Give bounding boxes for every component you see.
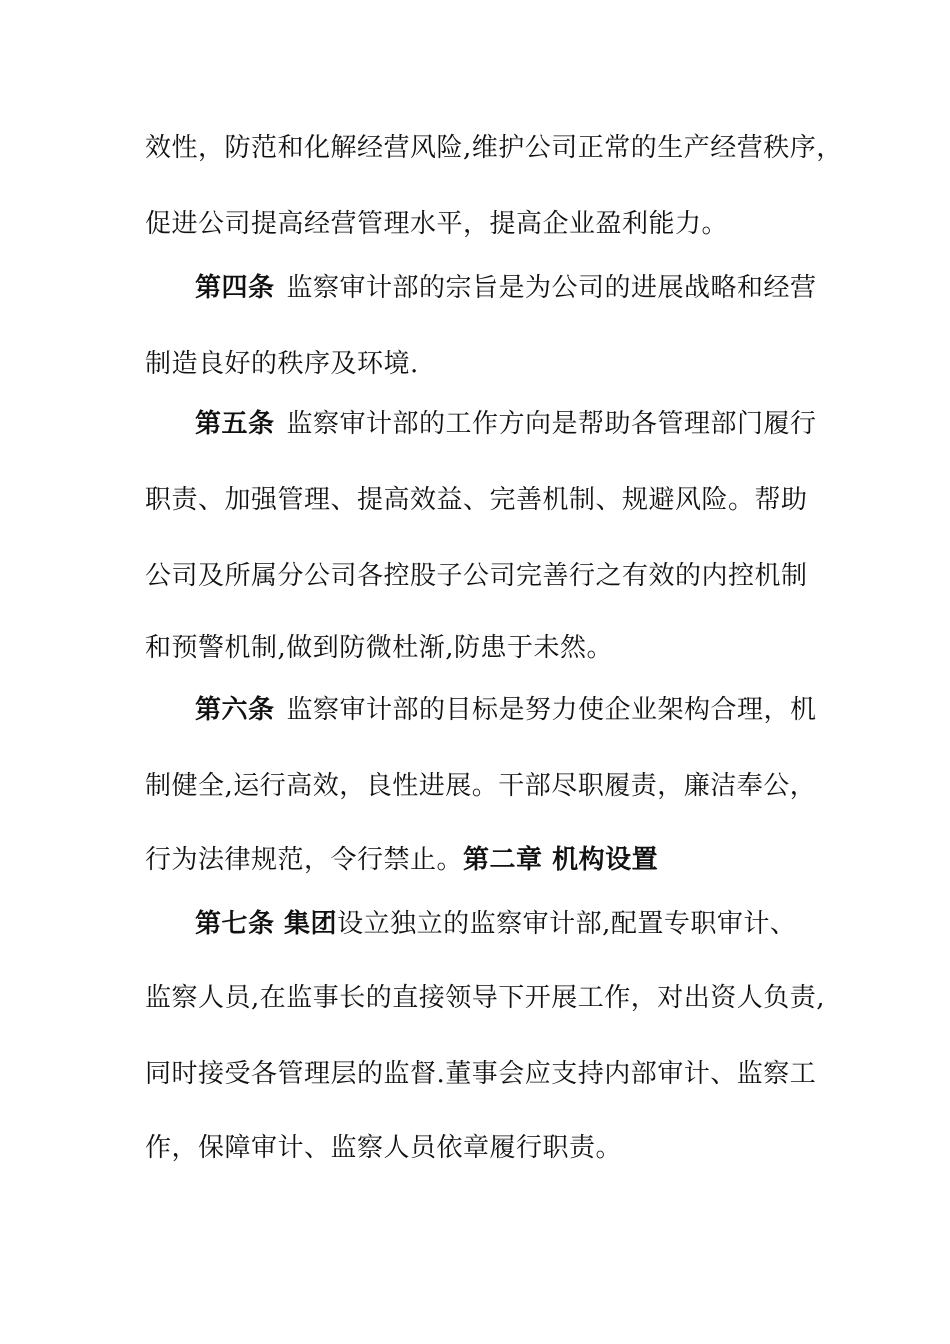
line-text: 行为法律规范，令行禁止。 bbox=[145, 845, 464, 875]
article-heading: 第五条 bbox=[195, 409, 275, 439]
text-line bbox=[145, 556, 825, 596]
text-line bbox=[145, 128, 843, 168]
article-4-line bbox=[195, 268, 825, 308]
line-text: 制造良好的秩序及环境. bbox=[145, 349, 419, 379]
article-7-line bbox=[195, 904, 825, 944]
line-text: 职责、加强管理、提高效益、完善机制、规避风险。帮助 bbox=[145, 485, 808, 515]
line-text: 设立独立的监察审计部,配置专职审计、 bbox=[337, 909, 797, 939]
line-text: 效性，防范和化解经营风险,维护公司正常的生产经营秩序， bbox=[145, 133, 843, 163]
text-line bbox=[145, 1128, 825, 1168]
text-line bbox=[145, 840, 825, 880]
article-6-line bbox=[195, 690, 825, 730]
text-line bbox=[145, 766, 825, 806]
text-line bbox=[145, 344, 825, 384]
article-heading: 第七条 集团 bbox=[195, 909, 338, 939]
text-line bbox=[145, 978, 825, 1018]
article-5-line bbox=[195, 404, 825, 444]
line-text: 监察审计部的工作方向是帮助各管理部门履行 bbox=[286, 409, 817, 439]
text-line bbox=[145, 204, 825, 244]
chapter-heading: 第二章 机构设置 bbox=[463, 845, 659, 875]
line-text: 同时接受各管理层的监督.董事会应支持内部审计、监察工 bbox=[145, 1059, 817, 1089]
text-line bbox=[145, 480, 825, 520]
article-heading: 第四条 bbox=[195, 273, 275, 303]
line-text: 作，保障审计、监察人员依章履行职责。 bbox=[145, 1133, 623, 1163]
article-heading: 第六条 bbox=[195, 695, 275, 725]
line-text: 监察审计部的宗旨是为公司的进展战略和经营 bbox=[286, 273, 817, 303]
line-text: 制健全,运行高效，良性进展。干部尽职履责，廉洁奉公， bbox=[145, 771, 817, 801]
line-text: 公司及所属分公司各控股子公司完善行之有效的内控机制 bbox=[145, 561, 808, 591]
text-line bbox=[145, 1054, 825, 1094]
line-text: 促进公司提高经营管理水平，提高企业盈利能力。 bbox=[145, 209, 729, 239]
line-text: 监察审计部的目标是努力使企业架构合理，机 bbox=[286, 695, 817, 725]
text-line bbox=[145, 628, 825, 668]
line-text: 监察人员,在监事长的直接领导下开展工作，对出资人负责, bbox=[145, 983, 826, 1013]
line-text: 和预警机制,做到防微杜渐,防患于未然。 bbox=[145, 633, 614, 663]
